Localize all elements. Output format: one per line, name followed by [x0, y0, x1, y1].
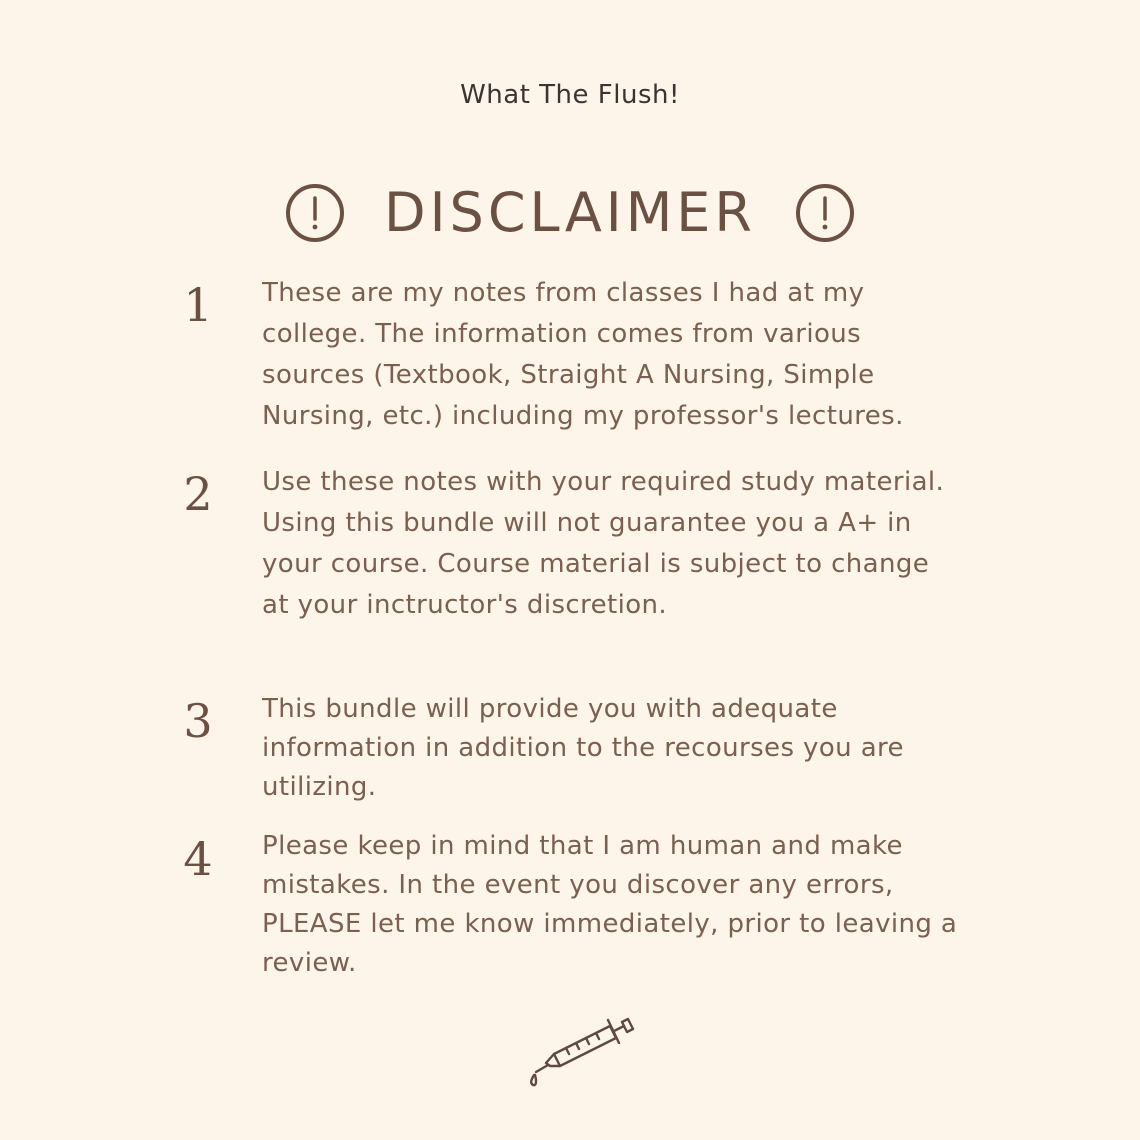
exclamation-circle-icon	[794, 182, 856, 244]
item-text: These are my notes from classes I had at my college. The information comes from various sources (Textbook, Straight A Nursing, Simple Nursing, etc.) including my professor's lectures.	[262, 278, 904, 431]
syringe-icon	[524, 1008, 636, 1088]
page-title: DISCLAIMER	[384, 181, 756, 244]
brand-name: What The Flush!	[460, 80, 680, 110]
exclamation-circle-icon	[284, 182, 346, 244]
item-text: Please keep in mind that I am human and make mistakes. In the event you discover any errors, PLEASE let me know immediately, prior to leaving a review.	[262, 831, 958, 978]
item-number: 1	[183, 278, 213, 332]
item-text: Use these notes with your required study material. Using this bundle will not guarantee you a A+ in your course. Course material is subject to change at your inctructor's discretion.	[262, 467, 945, 620]
item-text: This bundle will provide you with adequate information in addition to the recourses you are utilizing.	[262, 694, 904, 802]
title-row	[0, 180, 1140, 246]
item-number: 4	[183, 832, 213, 886]
item-number: 2	[183, 467, 213, 521]
item-number: 3	[183, 694, 213, 748]
